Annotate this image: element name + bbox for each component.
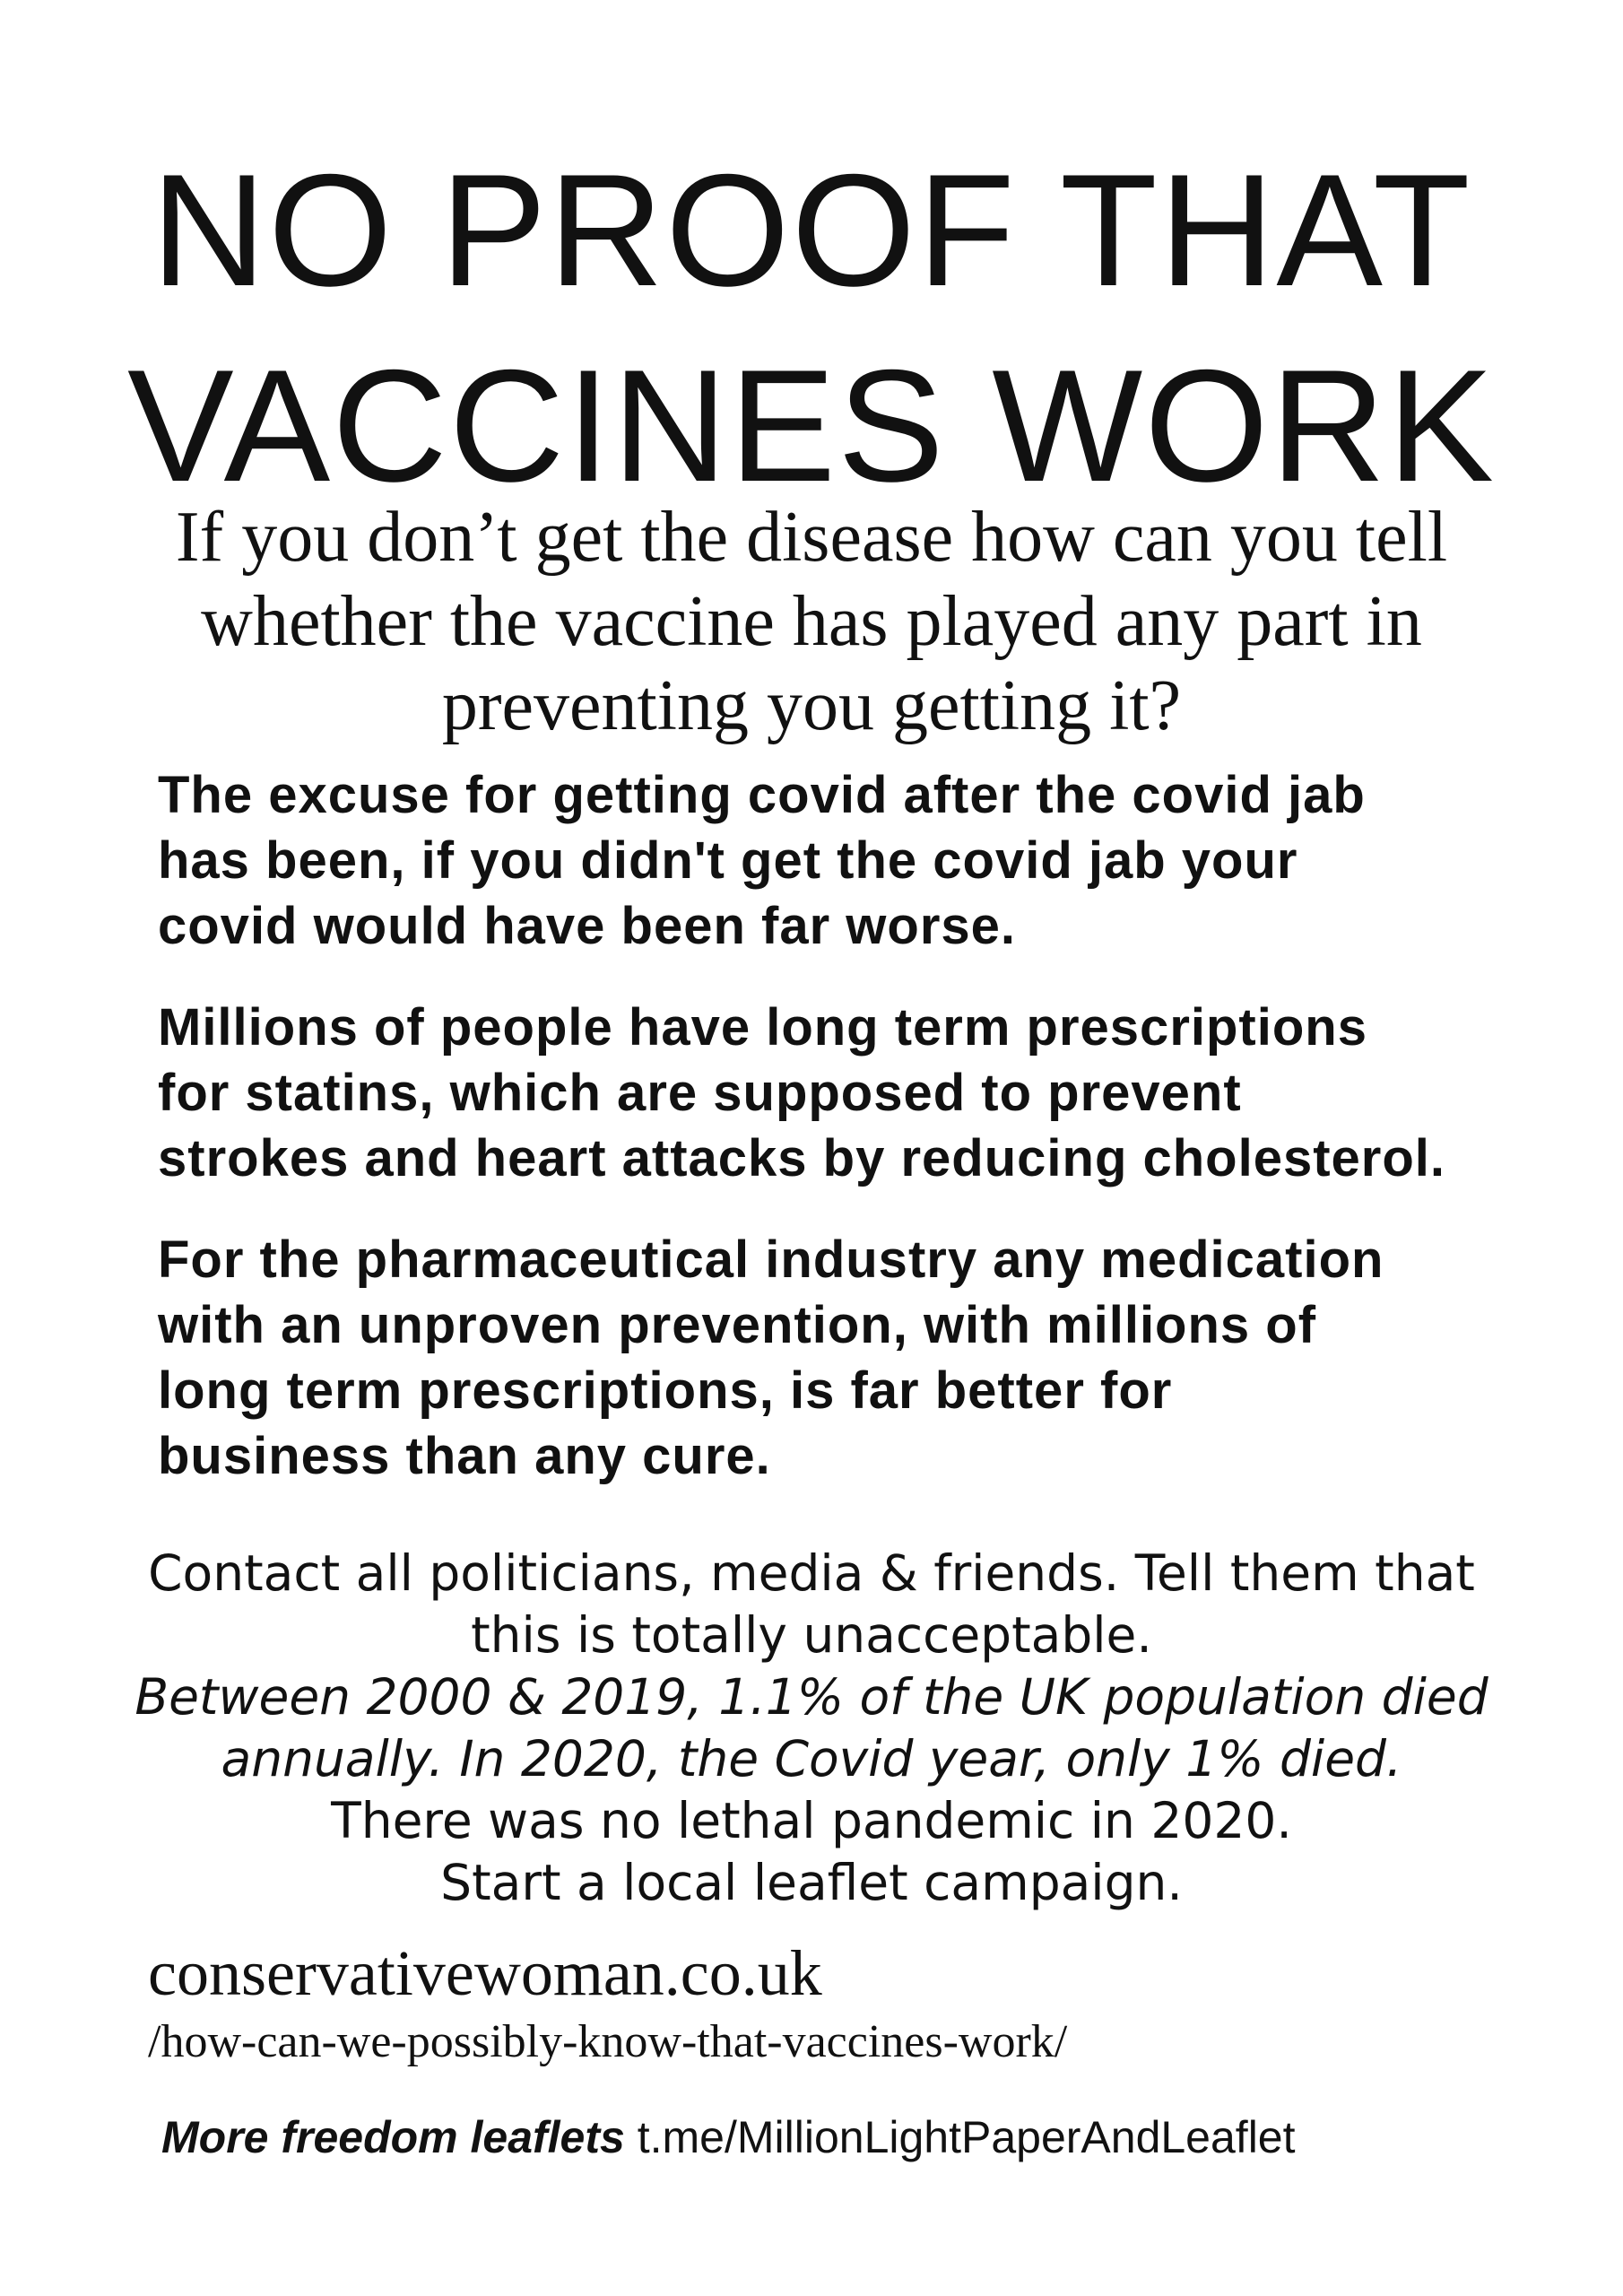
source-path: /how-can-we-possibly-know-that-vaccines-work/ [148, 2016, 1068, 2067]
footer-telegram-link: t.me/MillionLightPaperAndLeaflet [637, 2112, 1296, 2162]
subheading-line-1: If you don’t get the disease how can you tell [175, 498, 1448, 577]
paragraph-line: with an unproven prevention, with millions of [158, 1296, 1317, 1354]
paragraph-line: Millions of people have long term prescriptions [158, 998, 1367, 1057]
contact-line-4: Start a local leaflet campaign. [440, 1854, 1183, 1911]
paragraph-line: for statins, which are supposed to prevent [158, 1064, 1242, 1122]
headline-line-2: VACCINES WORK [127, 336, 1496, 515]
paragraph-line: For the pharmaceutical industry any medication [158, 1231, 1384, 1289]
footer [161, 2109, 1296, 2165]
paragraph-line: strokes and heart attacks by reducing cholesterol. [158, 1129, 1446, 1187]
paragraph-covid-excuse [158, 762, 1539, 959]
footer-lead-text: More freedom leaflets [161, 2112, 625, 2162]
headline-line-1: NO PROOF THAT [151, 141, 1472, 319]
paragraph-line: has been, if you didn't get the covid jab your [158, 831, 1298, 890]
paragraph-line: business than any cure. [158, 1427, 771, 1485]
contact-line-2: this is totally unacceptable. [471, 1606, 1152, 1664]
paragraph-line: covid would have been far worse. [158, 897, 1017, 955]
mortality-statistic-line-2: annually. In 2020, the Covid year, only 1% died. [221, 1730, 1402, 1787]
subheading-line-3: preventing you getting it? [441, 666, 1182, 745]
paragraph-pharma-industry [158, 1227, 1539, 1489]
contact-line-1: Contact all politicians, media & friends. Tell them that [148, 1544, 1475, 1602]
source-site: conservativewoman.co.uk [148, 1937, 822, 2009]
paragraph-line: long term prescriptions, is far better for [158, 1361, 1173, 1420]
call-to-action [90, 1543, 1533, 1914]
mortality-statistic-line-1: Between 2000 & 2019, 1.1% of the UK population died [135, 1668, 1488, 1726]
contact-line-3: There was no lethal pandemic in 2020. [331, 1792, 1292, 1849]
paragraph-statins [158, 995, 1539, 1191]
subheading-line-2: whether the vaccine has played any part in [201, 582, 1422, 661]
subheading [81, 495, 1542, 748]
paragraph-line: The excuse for getting covid after the covid jab [158, 766, 1366, 824]
